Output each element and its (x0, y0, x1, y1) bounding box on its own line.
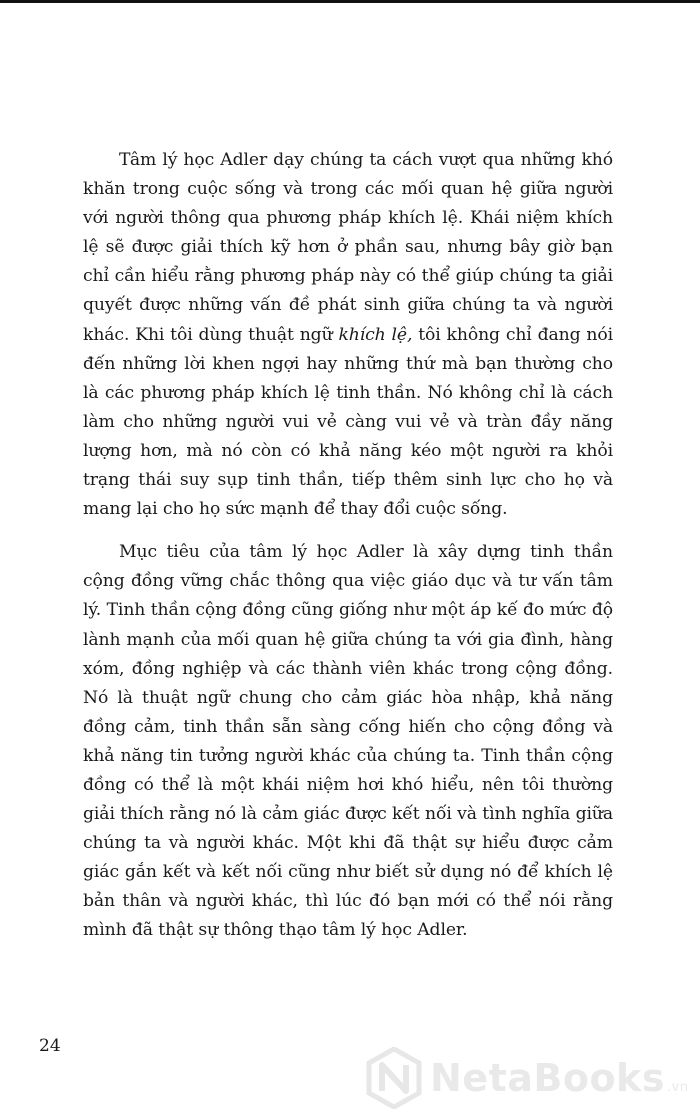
watermark-suffix: .vn (666, 1080, 689, 1095)
paragraph-1-text-end: tôi không chỉ đang nói đến những lời khen ngợi hay những thứ mà bạn thường cho là các phương pháp khích lệ tinh thần. Nó không chỉ là cách làm cho những người vui vẻ càng vui vẻ và tràn đầy năng lượng hơn, mà nó còn có khả năng kéo một người ra khỏi trạng thái suy sụp tinh thần, tiếp thêm sinh lực cho họ và mang lại cho họ sức mạnh để thay đổi cuộc sống. (83, 324, 613, 520)
netabooks-logo-icon (366, 1047, 422, 1109)
paragraph-1-text-start: Tâm lý học Adler dạy chúng ta cách vượt qua những khó khăn trong cuộc sống và trong các mối quan hệ giữa người với người thông qua phương pháp khích lệ. Khái niệm khích lệ sẽ được giải thích kỹ hơn ở phần sau, nhưng bây giờ bạn chỉ cần hiểu rằng phương pháp này có thể giúp chúng ta giải quyết được những vấn đề phát sinh giữa chúng ta và người khác. Khi tôi dùng thuật ngữ (83, 150, 613, 345)
watermark-brand-name: NetaBooks (430, 1056, 665, 1100)
watermark (366, 1043, 689, 1113)
paragraph-2: Mục tiêu của tâm lý học Adler là xây dựng tinh thần cộng đồng vững chắc thông qua việc giáo dục và tư vấn tâm lý. Tinh thần cộng đồng cũng giống như một áp kế đo mức độ lành mạnh của mối quan hệ giữa chúng ta với gia đình, hàng xóm, đồng nghiệp và các thành viên khác trong cộng đồng. Nó là thuật ngữ chung cho cảm giác hòa nhập, khả năng đồng cảm, tinh thần sẵn sàng cống hiến cho cộng đồng và khả năng tin tưởng người khác của chúng ta. Tinh thần cộng đồng có thể là một khái niệm hơi khó hiểu, nên tôi thường giải thích rằng nó là cảm giác được kết nối và tình nghĩa giữa chúng ta và người khác. Một khi đã thật sự hiểu được cảm giác gắn kết và kết nối cũng như biết sử dụng nó để khích lệ bản thân và người khác, thì lúc đó bạn mới có thể nói rằng mình đã thật sự thông thạo tâm lý học Adler. (83, 542, 613, 941)
page-number: 24 (39, 1036, 61, 1056)
paragraph-1 (83, 146, 613, 524)
watermark-brand (430, 1056, 689, 1100)
paragraph-1-italic-term: khích lệ, (338, 324, 413, 345)
top-border (0, 0, 700, 3)
page-body (83, 146, 613, 960)
